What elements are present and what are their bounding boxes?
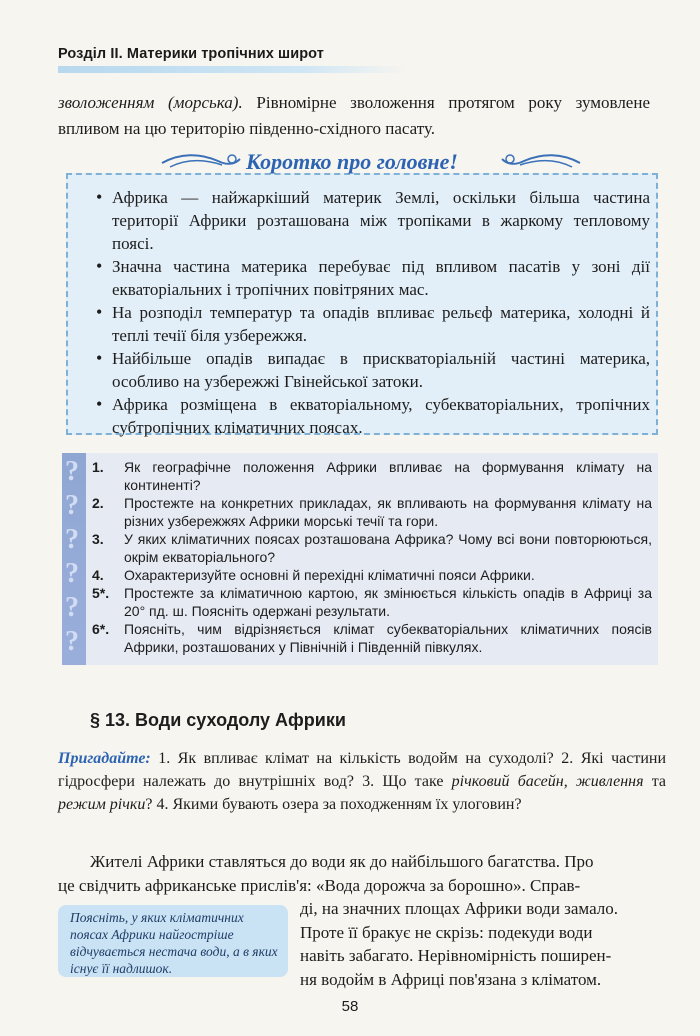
page-number: 58 [341, 998, 359, 1015]
question-mark-icon: ? [65, 592, 79, 623]
body-line: це свідчить африканське прислів'я: «Вода дорожча за борошно». Справ- [58, 875, 581, 895]
recall-paragraph [58, 747, 666, 816]
body-line: Жителі Африки ставляться до води як до найбільшого багатства. Про [90, 852, 594, 871]
question-mark-icon: ? [65, 456, 79, 487]
summary-item: • Африка розміщена в екваторіальному, субекваторіальних, тропічних субтропічних кліматичних поясах. [98, 393, 650, 439]
summary-item: • Значна частина материка перебуває під впливом пасатів у зоні дії екваторіальних і тропічних повітряних мас. [98, 255, 650, 301]
summary-list [98, 186, 650, 439]
question-number: 5*. [92, 585, 110, 601]
side-note: Поясніть, у яких кліматичних поясах Африки найгостріше відчувається нестача води, а в яких існує її надлишок. [58, 905, 288, 977]
recall-text: 1. Як впливає клімат на кількість водойм на суходолі? 2. Які частини гідросфери належать до внутрішніх вод? 3. Що таке [58, 750, 666, 790]
question-number: 6*. [92, 621, 110, 637]
question-item [92, 584, 652, 620]
intro-text: Рівномірне зволоження протягом року зумовлене впливом на цю територію південно-східного пасату. [58, 93, 650, 138]
summary-title-row [160, 143, 580, 183]
summary-item: • На розподіл температур та опадів впливає рельєф материка, холодні й теплі течії біля узбережжя. [98, 301, 650, 347]
intro-paragraph [58, 90, 650, 142]
chapter-title: Розділ ІІ. Материки тропічних широт [58, 46, 324, 62]
summary-item: • Найбільше опадів випадає в прискваторіальній частині материка, особливо на узбережжі Гвінейської затоки. [98, 347, 650, 393]
questions-list [92, 458, 652, 656]
question-item [92, 458, 652, 494]
recall-term: річковий басейн, живлення [451, 773, 644, 790]
question-text: Поясніть, чим відрізняється клімат субекваторіальних кліматичних поясів Африки, розташованих у Північній і Південній півкулях. [124, 621, 652, 655]
question-number: 4. [92, 567, 104, 583]
summary-title: Коротко про головне! [246, 149, 458, 174]
left-ornament-icon [160, 149, 242, 175]
recall-term: режим річки [58, 796, 146, 813]
question-text: Простежте на конкретних прикладах, як впливають на формування клімату на різних узбережжях Африки морські течії та гори. [124, 495, 652, 529]
question-item [92, 530, 652, 566]
body-line: ня водойм в Африці пов'язана з кліматом. [300, 969, 602, 989]
question-mark-icon: ? [65, 626, 79, 657]
question-mark-icon: ? [65, 490, 79, 521]
question-text: У яких кліматичних поясах розташована Африка? Чому всі вони повторюються, окрім екваторіального? [124, 531, 652, 565]
question-item [92, 494, 652, 530]
body-line: Проте її бракує не скрізь: подекуди води [300, 922, 593, 942]
page-header [58, 44, 408, 74]
recall-lead: Пригадайте: [58, 750, 151, 767]
question-item [92, 620, 652, 656]
question-mark-icon: ? [65, 558, 79, 589]
question-number: 1. [92, 459, 104, 475]
question-text: Простежте за кліматичною картою, як змінюється кількість опадів в Африці за 20° пд. ш. Поясніть одержані результати. [124, 585, 652, 619]
right-ornament-icon [500, 149, 582, 175]
intro-italic: зволоженням (морська). [58, 93, 243, 112]
question-text: Охарактеризуйте основні й перехідні кліматичні пояси Африки. [124, 567, 535, 583]
section-heading: § 13. Води суходолу Африки [90, 710, 346, 730]
question-item [92, 566, 652, 584]
question-number: 2. [92, 495, 104, 511]
body-line: ді, на значних площах Африки води замало. [300, 899, 619, 918]
summary-item: • Африка — найжаркіший материк Землі, оскільки більша частина території Африки розташована між тропіками в жаркому тепловому поясі. [98, 186, 650, 255]
body-line: навіть забагато. Нерівномірність поширен- [300, 946, 612, 965]
question-mark-icon: ? [65, 524, 79, 555]
header-band [58, 66, 408, 73]
question-text: Як географічне положення Африки впливає на формування клімату на континенті? [124, 459, 652, 493]
recall-text: ? 4. Якими бувають озера за походженням їх улоговин? [145, 796, 522, 813]
question-number: 3. [92, 531, 104, 547]
recall-text: та [643, 773, 666, 790]
